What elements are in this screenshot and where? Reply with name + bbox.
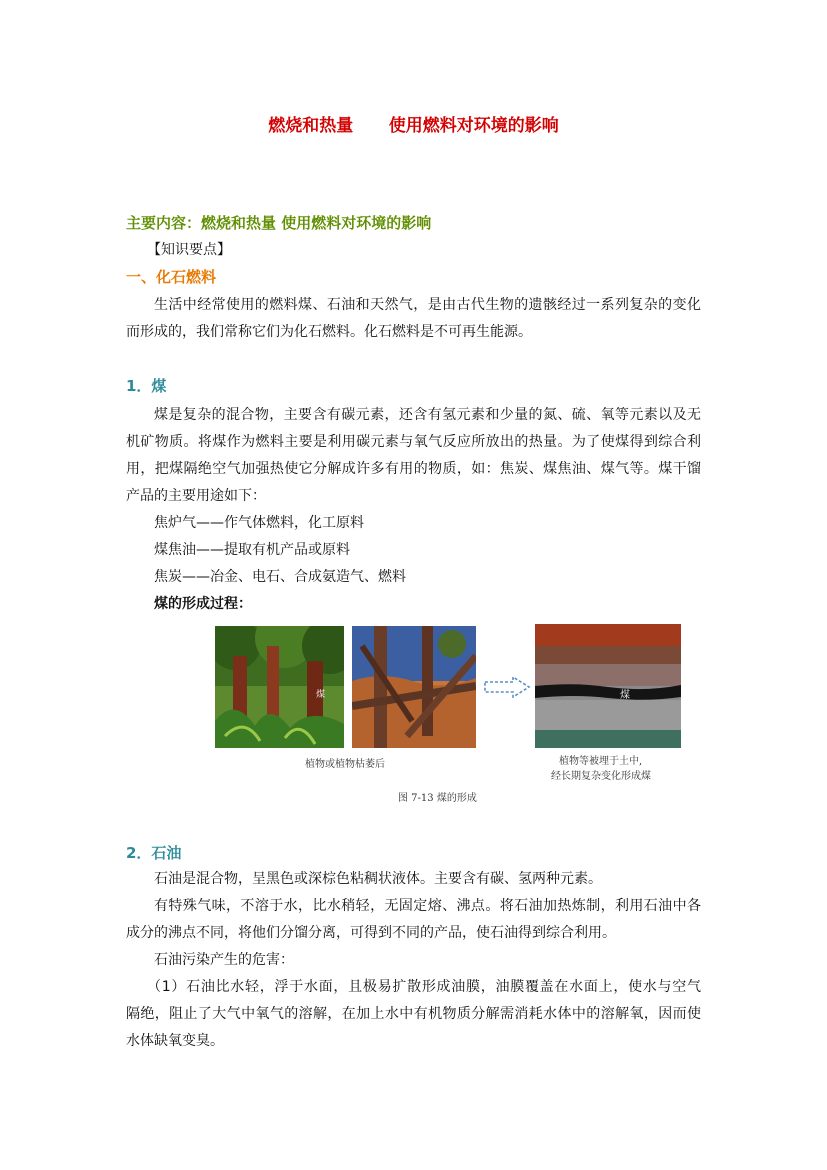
figure-title: 图 7-13 煤的形成 bbox=[398, 793, 477, 804]
figure-caption-right-2: 经长期复杂变化形成煤 bbox=[551, 771, 651, 782]
paragraph-line: 有特殊气味，不溶于水，比水稍轻，无固定熔、沸点。将石油加热炼制，利用石油中各 bbox=[154, 898, 701, 914]
paragraph-line: 生活中经常使用的燃料煤、石油和天然气，是由古代生物的遗骸经过一系列复杂的变化 bbox=[154, 297, 701, 313]
paragraph-line: 机矿物质。将煤作为燃料主要是利用碳元素与氧气反应所放出的热量。为了使煤得到综合利 bbox=[126, 434, 701, 450]
process-arrow-icon bbox=[483, 676, 531, 698]
paragraph-line: 石油是混合物，呈黑色或深棕色粘稠状液体。主要含有碳、氢两种元素。 bbox=[154, 871, 602, 887]
coal-formation-label: 煤的形成过程： bbox=[154, 596, 252, 612]
paragraph-line: 而形成的，我们常称它们为化石燃料。化石燃料是不可再生能源。 bbox=[126, 324, 532, 340]
coal-use-item: 焦炭——冶金、电石、合成氨造气、燃料 bbox=[154, 569, 406, 585]
section-fossil-fuel-heading: 一、化石燃料 bbox=[126, 268, 217, 286]
main-content-heading: 主要内容：燃烧和热量 使用燃料对环境的影响 bbox=[126, 214, 432, 232]
paragraph-line: 用，把煤隔绝空气加强热使它分解成许多有用的物质，如：焦炭、煤焦油、煤气等。煤干馏 bbox=[126, 461, 701, 477]
paragraph-line: 成分的沸点不同，将他们分馏分离，可得到不同的产品，使石油得到综合利用。 bbox=[126, 925, 616, 941]
oil-heading: 2．石油 bbox=[126, 844, 182, 862]
page-title: 燃烧和热量 使用燃料对环境的影响 bbox=[268, 116, 559, 136]
paragraph-line: 煤是复杂的混合物，主要含有碳元素，还含有氢元素和少量的氮、硫、氧等元素以及无 bbox=[154, 407, 701, 423]
paragraph-line: 产品的主要用途如下： bbox=[126, 488, 266, 504]
coal-formation-figure bbox=[215, 624, 681, 814]
coal-use-item: 煤焦油——提取有机产品或原料 bbox=[154, 542, 350, 558]
paragraph-line: 隔绝，阻止了大气中氧气的溶解，在加上水中有机物质分解需消耗水体中的溶解氧，因而使 bbox=[126, 1006, 701, 1022]
coal-layer-label: 煤 bbox=[316, 690, 326, 700]
fallen-trees-illustration bbox=[352, 626, 476, 748]
figure-caption-right-1: 植物等被埋于土中, bbox=[559, 756, 643, 767]
coal-layer-label: 煤 bbox=[620, 690, 630, 701]
figure-caption-left: 植物或植物枯萎后 bbox=[305, 759, 385, 770]
knowledge-points-label: 【知识要点】 bbox=[147, 242, 231, 258]
paragraph-line: 水体缺氧变臭。 bbox=[126, 1033, 224, 1049]
soil-layers-illustration bbox=[535, 624, 681, 748]
coal-heading: 1．煤 bbox=[126, 377, 167, 395]
paragraph-line: 石油污染产生的危害： bbox=[154, 952, 294, 968]
paragraph-line: （1）石油比水轻，浮于水面，且极易扩散形成油膜，油膜覆盖在水面上，使水与空气 bbox=[147, 979, 701, 995]
coal-use-item: 焦炉气——作气体燃料，化工原料 bbox=[154, 515, 364, 531]
